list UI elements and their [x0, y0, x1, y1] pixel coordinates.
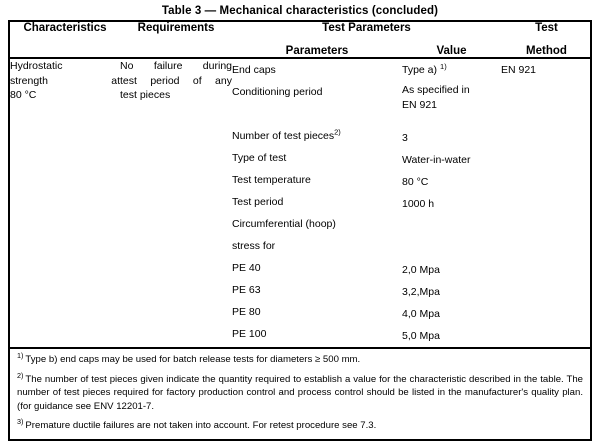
footnote-3-marker: 3)	[17, 417, 24, 427]
cell-test-method: EN 921	[501, 58, 592, 347]
footnote-2-text: The number of test pieces given indicate the quantity required to establish a value for the characteristic described in the table. The number of test pieces required for factory production control and process control should be listed in the manufacturer's quality plan.(for guidance see ENV 12201-7.	[17, 373, 583, 412]
parameter-pe-63: PE 63	[232, 284, 261, 296]
value-conditioning-period-line1: As specified in	[402, 84, 470, 96]
footnote-3-text: Premature ductile failures are not taken into account. For retest procedure see 7.3.	[25, 420, 377, 432]
requirement-line-2: test period of any	[120, 74, 232, 87]
header-characteristics: Characteristics	[23, 22, 107, 34]
value-conditioning-period-line2: EN 921	[402, 98, 438, 111]
value-pe-63: 3,2,Mpa	[402, 286, 440, 298]
parameter-pe-80: PE 80	[232, 306, 261, 318]
footnote-2	[17, 370, 583, 414]
cell-characteristic	[10, 58, 120, 347]
value-spacer	[402, 112, 501, 127]
parameter-number-of-test-pieces	[232, 125, 402, 147]
parameter-type-of-test: Type of test	[232, 152, 287, 164]
parameter-end-caps: End caps	[232, 64, 276, 76]
table-header-row-1	[10, 22, 592, 45]
parameter-pe-100: PE 100	[232, 328, 267, 340]
header-test-method-line2: Method	[526, 45, 567, 57]
requirement-line-1: No failure during	[120, 60, 232, 72]
value-conditioning-period	[402, 81, 501, 112]
parameter-test-period: Test period	[232, 196, 284, 208]
value-number-of-test-pieces: 3	[402, 132, 408, 144]
header-test-method	[501, 22, 592, 58]
cell-parameters-list	[232, 58, 402, 347]
characteristic-line-2: strength at	[10, 74, 120, 87]
footnote-1	[17, 350, 583, 367]
header-test-method-line1: Test	[535, 22, 558, 34]
value-pe-40: 2,0 Mpa	[402, 264, 440, 276]
value-end-caps	[402, 59, 501, 81]
cell-values-list	[402, 58, 501, 347]
parameter-pe-40: PE 40	[232, 262, 261, 274]
footnotes-section	[10, 347, 590, 439]
header-test-parameters: Test Parameters	[322, 22, 411, 34]
table-grid	[10, 22, 592, 347]
parameter-conditioning-period: Conditioning period	[232, 86, 323, 98]
value-type-of-test: Water-in-water	[402, 154, 471, 166]
table-body-row	[10, 58, 592, 347]
value-pe-80: 4,0 Mpa	[402, 308, 440, 320]
parameter-test-temperature: Test temperature	[232, 174, 311, 186]
value-spacer-3	[402, 237, 501, 259]
cell-requirement	[120, 58, 232, 347]
mechanical-characteristics-table	[8, 20, 592, 441]
table-title: Table 3 — Mechanical characteristics (concluded)	[161, 5, 439, 17]
value-test-temperature: 80 °C	[402, 176, 429, 188]
header-requirements: Requirements	[137, 22, 215, 34]
footnote-3	[17, 419, 583, 433]
value-end-caps-text: Type a)	[402, 64, 438, 76]
value-test-period: 1000 h	[402, 198, 435, 210]
parameter-stress-for: stress for	[232, 240, 276, 252]
characteristic-line-1: Hydrostatic	[10, 60, 63, 72]
value-pe-100: 5,0 Mpa	[402, 330, 440, 342]
footnote-1-marker: 1)	[17, 350, 24, 360]
footnote-ref-2: 2)	[334, 127, 341, 137]
parameter-circumferential-hoop: Circumferential (hoop)	[232, 218, 336, 230]
characteristic-line-3: 80 °C	[10, 89, 37, 101]
footnote-2-marker: 2)	[17, 370, 24, 380]
value-spacer-2	[402, 215, 501, 237]
header-parameters: Parameters	[285, 45, 349, 57]
footnote-ref-1: 1)	[440, 61, 447, 71]
parameter-spacer	[232, 103, 402, 125]
header-value: Value	[436, 45, 467, 57]
footnote-1-text: Type b) end caps may be used for batch release tests for diameters ≥ 500 mm.	[25, 354, 361, 365]
requirement-line-3: test pieces	[120, 89, 171, 101]
parameter-number-of-test-pieces-text: Number of test pieces	[232, 130, 335, 142]
